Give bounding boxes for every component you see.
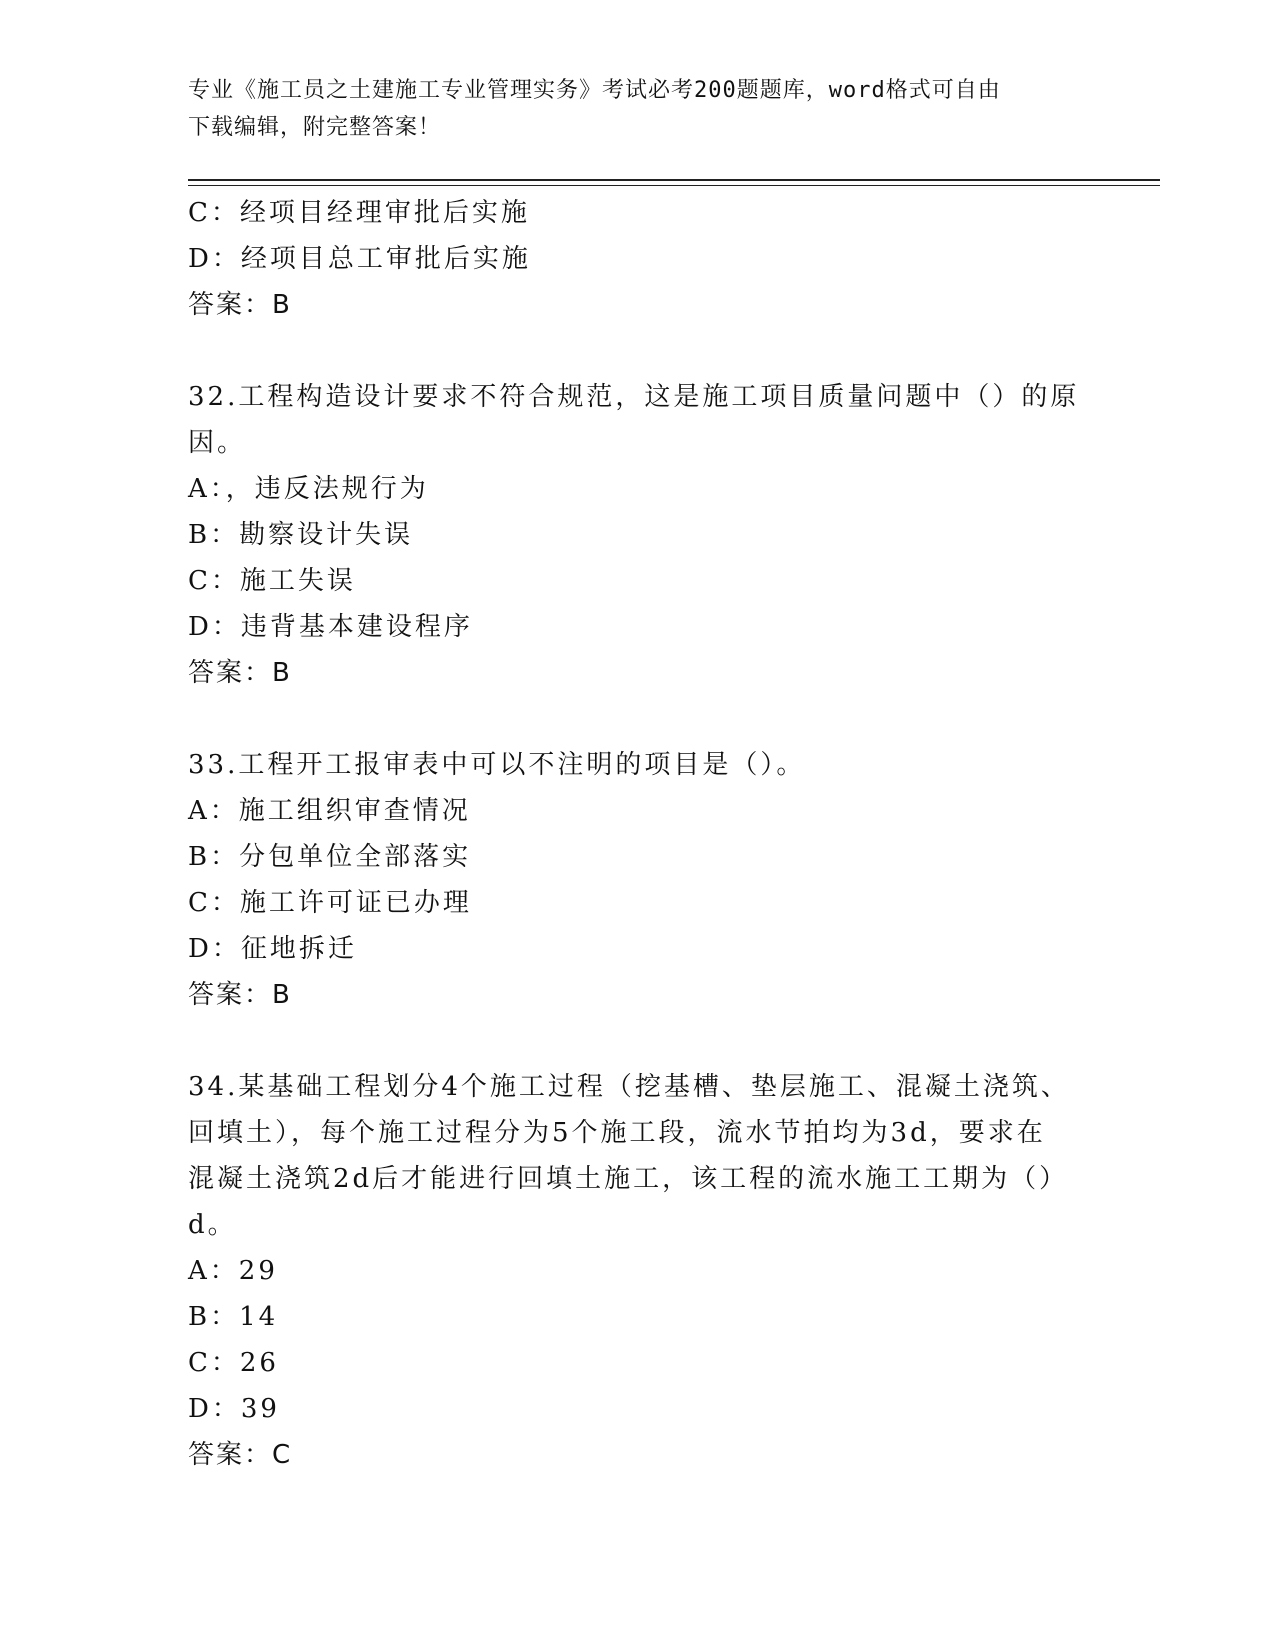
question-text-line: 33.工程开工报审表中可以不注明的项目是（）。: [188, 750, 806, 780]
option-c: C：26: [188, 1348, 279, 1378]
option-c: C：施工许可证已办理: [188, 888, 472, 918]
option-a: A：，违反法规行为: [188, 474, 429, 504]
question-text-line: 因。: [188, 428, 247, 458]
question-text-line: d。: [188, 1210, 237, 1240]
option-c: C：经项目经理审批后实施: [188, 198, 530, 228]
question-text-line: 32.工程构造设计要求不符合规范，这是施工项目质量问题中（）的原: [188, 382, 1080, 412]
question-32: [188, 374, 1088, 696]
option-d: D：39: [188, 1394, 280, 1424]
header-line-1: 专业《施工员之土建施工专业管理实务》考试必考200题题库，word格式可自由: [188, 78, 1001, 103]
question-31-partial: [188, 190, 1088, 328]
option-a: A：29: [188, 1256, 278, 1286]
answer: 答案：B: [188, 980, 292, 1010]
option-a: A：施工组织审查情况: [188, 796, 471, 826]
option-d: D：违背基本建设程序: [188, 612, 473, 642]
option-d: D：经项目总工审批后实施: [188, 244, 531, 274]
question-text-line: 混凝土浇筑2d后才能进行回填土施工，该工程的流水施工工期为（）: [188, 1164, 1069, 1194]
question-text-line: 34.某基础工程划分4个施工过程（挖基槽、垫层施工、混凝土浇筑、: [188, 1072, 1070, 1102]
question-33: [188, 742, 1088, 1018]
answer: 答案：C: [188, 1440, 293, 1470]
header-rule-thick: [188, 179, 1160, 181]
option-d: D：征地拆迁: [188, 934, 357, 964]
question-text-line: 回填土），每个施工过程分为5个施工段，流水节拍均为3d，要求在: [188, 1118, 1046, 1148]
question-list: [188, 190, 1088, 1478]
option-b: B：勘察设计失误: [188, 520, 414, 550]
option-b: B：分包单位全部落实: [188, 842, 472, 872]
document-header: [188, 72, 1088, 146]
option-c: C：施工失误: [188, 566, 356, 596]
header-line-2: 下载编辑，附完整答案！: [188, 115, 442, 140]
header-rule-thin: [188, 185, 1160, 186]
question-34: [188, 1064, 1088, 1478]
option-b: B：14: [188, 1302, 279, 1332]
answer: 答案：B: [188, 290, 292, 320]
answer: 答案：B: [188, 658, 292, 688]
